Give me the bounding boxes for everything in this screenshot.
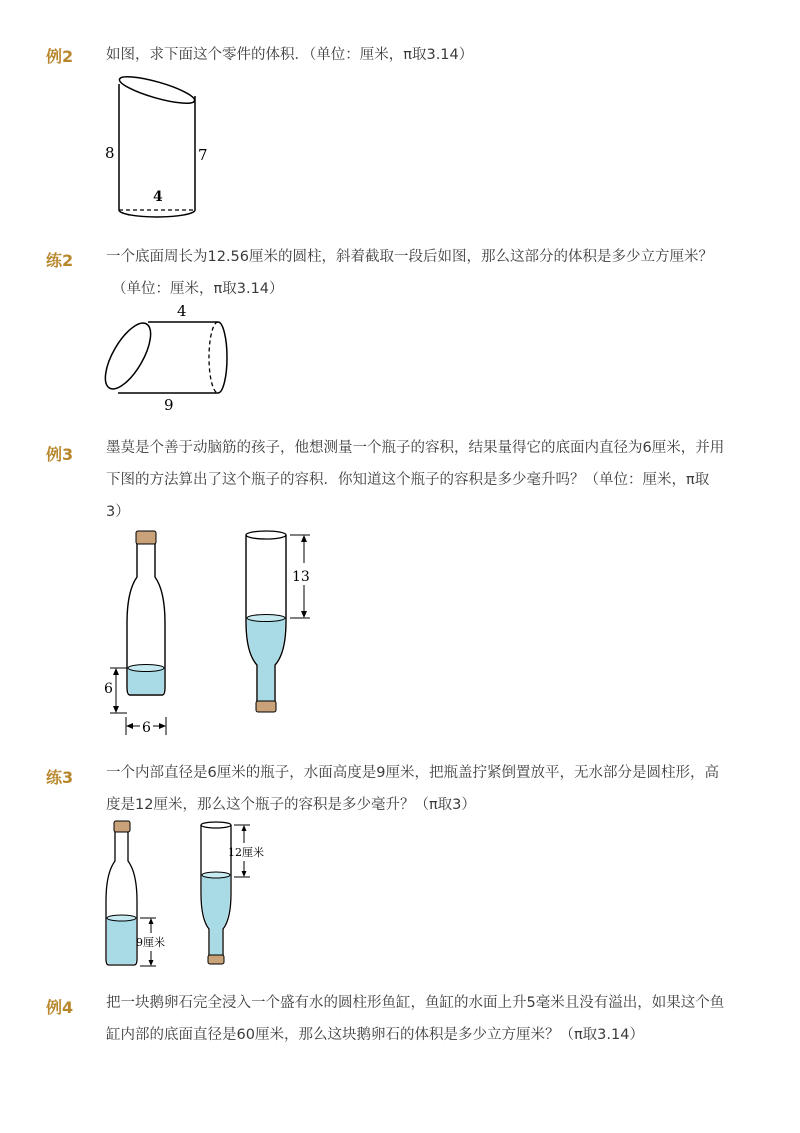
problem-line: 一个底面周长为12.56厘米的圆柱，斜着截取一段后如图，那么这部分的体积是多少立方厘米？ [106,249,714,265]
bottom-length-label: 9 [164,396,174,414]
problem-line: 3） [106,504,130,520]
slanted-cylinder-figure [96,70,216,222]
water-height-label: 6 [104,681,113,697]
upright-bottle [106,821,165,966]
water-height-label: 9厘米 [136,936,165,949]
problem-label-ex2: 例2 [46,47,74,66]
problem-label-pr3: 练3 [46,768,74,787]
problem-label-ex3: 例3 [46,445,74,464]
problem-line: 如图，求下面这个零件的体积．（单位：厘米，π取3.14） [106,47,474,63]
problem-label-pr2: 练2 [46,251,74,270]
top-length-label: 4 [177,302,187,320]
upright-bottle [104,531,166,736]
problem-label-ex4: 例4 [46,998,74,1017]
left-height-label: 8 [105,144,115,162]
problem-line: 下图的方法算出了这个瓶子的容积．你知道这个瓶子的容积是多少毫升吗？（单位：厘米，π取 [106,472,710,488]
diameter-label: 6 [142,720,151,736]
horizontal-cut-cylinder-figure [100,302,240,414]
inverted-bottle [201,822,264,964]
diameter-label: 4 [153,189,163,205]
problem-line: 墨莫是个善于动脑筋的孩子，他想测量一个瓶子的容积，结果量得它的底面内直径为6厘米，并用 [106,440,725,456]
bottle-measurement-figure [100,525,340,740]
problem-text-ex3 [106,432,746,528]
bottle-practice-figure [100,815,290,973]
empty-height-label: 13 [292,569,310,585]
right-height-label: 7 [198,146,208,164]
problem-line: 一个内部直径是6厘米的瓶子，水面高度是9厘米，把瓶盖拧紧倒置放平，无水部分是圆柱形，高 [106,765,719,781]
problem-text-pr2 [106,241,746,305]
problem-line: 把一块鹅卵石完全浸入一个盛有水的圆柱形鱼缸，鱼缸的水面上升5毫米且没有溢出，如果这个鱼 [106,995,725,1011]
problem-text-pr3 [106,757,746,821]
problem-line: 度是12厘米，那么这个瓶子的容积是多少毫升？（π取3） [106,797,476,813]
problem-line: （单位：厘米，π取3.14） [112,281,284,297]
problem-text-ex2 [106,39,746,71]
problem-line: 缸内部的底面直径是60厘米，那么这块鹅卵石的体积是多少立方厘米？（π取3.14） [106,1027,644,1043]
empty-height-label: 12厘米 [228,846,264,859]
inverted-bottle [246,531,310,712]
problem-text-ex4 [106,987,746,1051]
